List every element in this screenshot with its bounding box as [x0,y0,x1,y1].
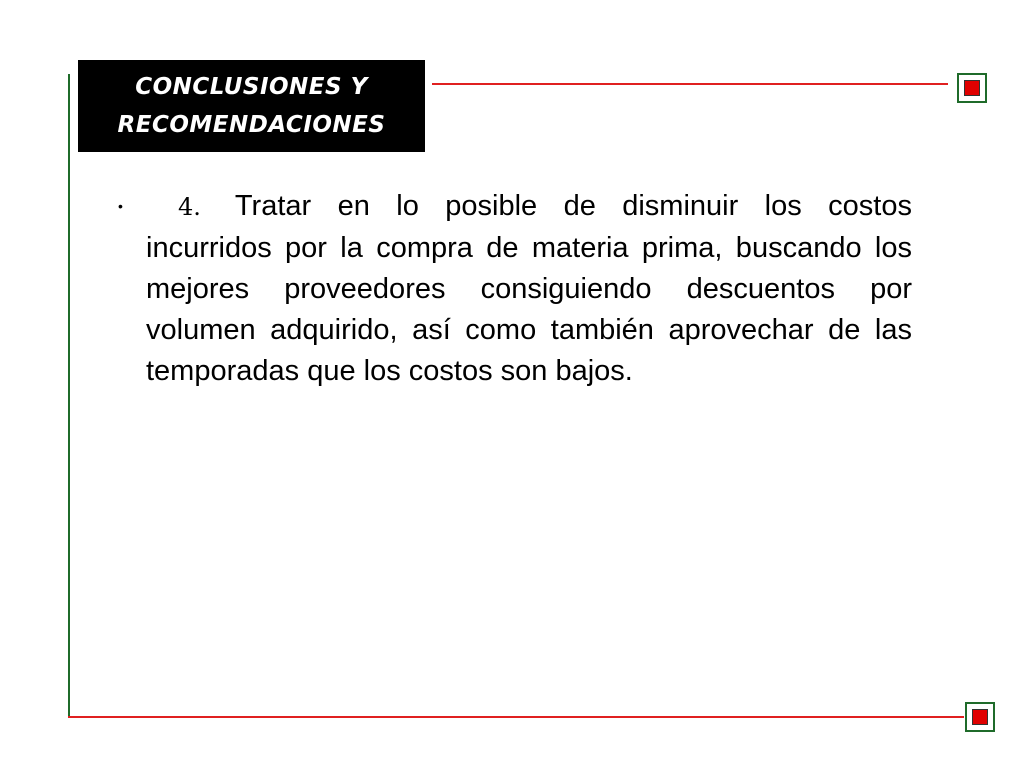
left-frame-line [68,74,70,718]
recommendation-paragraph [146,186,912,392]
slide-title-line-2: RECOMENDACIONES [117,112,386,138]
bottom-frame-line [68,716,964,718]
red-square-marker-icon [965,702,995,732]
slide-title-line-1: CONCLUSIONES Y [135,74,368,100]
bullet-item [118,186,912,392]
marker-fill [972,709,988,725]
marker-fill [964,80,980,96]
recommendation-text: Tratar en lo posible de disminuir los costos incurridos por la compra de materia prima, buscando los mejores proveedores consiguiendo descuentos por volumen adquirido, así como también aprovechar de las temporadas que los costos son bajos. [146,190,912,387]
slide-title [78,60,425,152]
top-frame-line [432,83,948,85]
red-square-marker-icon [957,73,987,103]
item-number: 4. [178,193,201,221]
bullet-dot-icon: • [118,198,123,214]
slide-content [118,186,912,392]
